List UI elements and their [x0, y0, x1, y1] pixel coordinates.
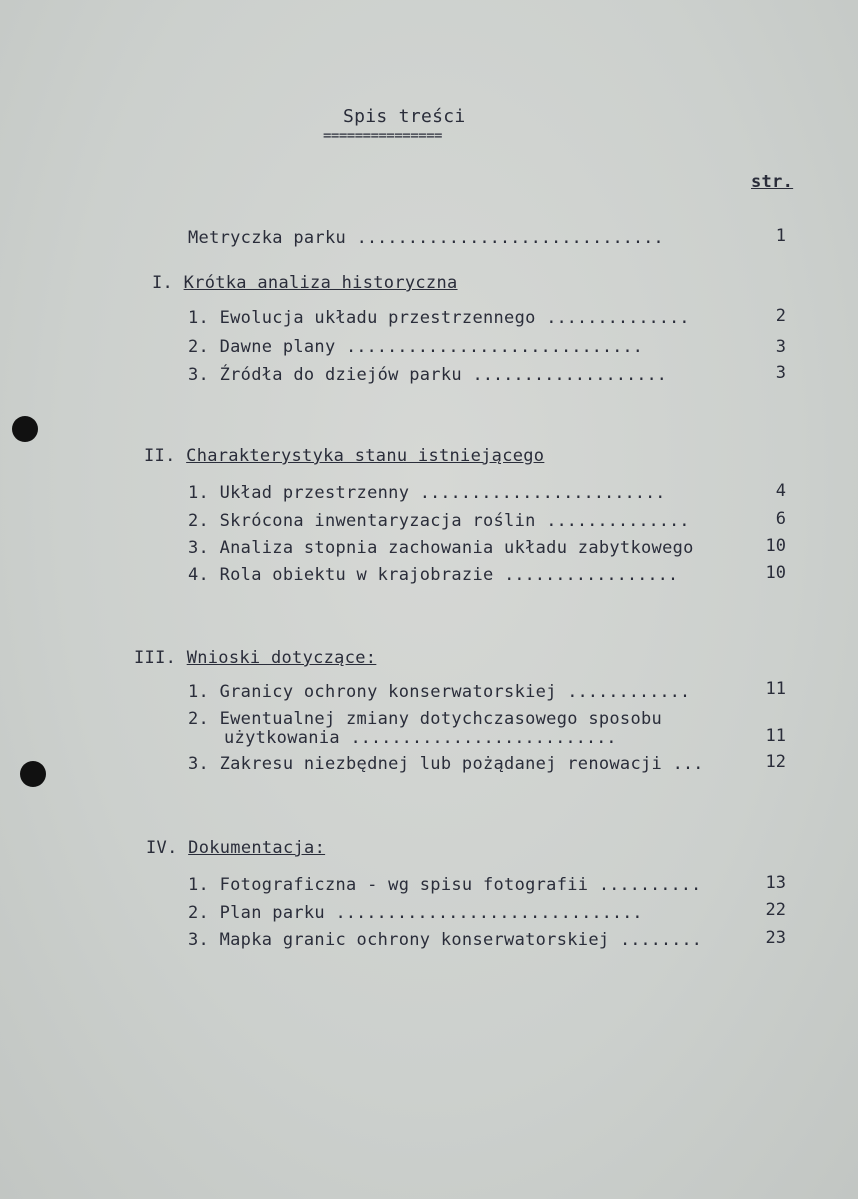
section-title: Wnioski dotyczące:	[186, 648, 377, 668]
toc-leader-dots: ...................	[472, 365, 667, 385]
section-title: Dokumentacja:	[188, 838, 326, 858]
toc-leader-dots: ...	[672, 754, 704, 774]
section-title: Charakterystyka stanu istniejącego	[186, 446, 545, 466]
page-title: Spis treści	[343, 106, 466, 127]
toc-page-number: 3	[775, 337, 786, 357]
toc-entry	[188, 308, 690, 328]
toc-entry-label: 1. Granicy ochrony konserwatorskiej	[188, 682, 557, 702]
section-heading-iv	[146, 838, 325, 858]
toc-entry	[188, 511, 690, 531]
toc-leader-dots: ..........................	[350, 728, 617, 748]
toc-entry	[188, 903, 643, 923]
punch-hole-top	[12, 416, 38, 442]
toc-leader-dots: ..............	[546, 511, 690, 531]
toc-entry	[188, 709, 662, 729]
toc-entry-label: 3. Źródła do dziejów parku	[188, 365, 462, 385]
toc-entry-label: 2. Skrócona inwentaryzacja roślin	[188, 511, 536, 531]
toc-entry-label-continued: użytkowania	[224, 728, 340, 748]
toc-entry-label: 2. Dawne plany	[188, 337, 336, 357]
toc-entry	[188, 365, 667, 385]
toc-page-number: 4	[775, 481, 786, 501]
toc-page-number: 13	[765, 873, 786, 893]
toc-entry-continuation	[224, 728, 617, 748]
toc-entry-label: 2. Ewentualnej zmiany dotychczasowego sposobu	[188, 709, 663, 729]
section-numeral: II.	[144, 446, 176, 466]
toc-leader-dots: ..............................	[335, 903, 643, 923]
toc-entry	[188, 682, 690, 702]
toc-entry-label: 3. Mapka granic ochrony konserwatorskiej	[188, 930, 610, 950]
section-heading-i	[152, 273, 458, 293]
toc-page-number: 1	[775, 226, 786, 246]
toc-page-number: 11	[765, 726, 786, 746]
toc-page-number: 10	[765, 563, 786, 583]
toc-entry-metryczka	[188, 228, 664, 248]
section-title: Krótka analiza historyczna	[183, 273, 458, 293]
toc-entry	[188, 930, 702, 950]
page-column-header: str.	[751, 172, 794, 192]
toc-leader-dots: ........	[619, 930, 702, 950]
toc-page-number: 22	[765, 900, 786, 920]
toc-leader-dots: .................	[504, 565, 679, 585]
toc-leader-dots: ..............	[546, 308, 690, 328]
toc-page-number: 23	[765, 928, 786, 948]
toc-page-number: 2	[775, 306, 786, 326]
toc-page-number: 3	[775, 363, 786, 383]
toc-entry-label: 3. Analiza stopnia zachowania układu zabytkowego	[188, 538, 694, 558]
section-numeral: I.	[152, 273, 174, 293]
toc-entry-label: Metryczka parku	[188, 228, 347, 248]
toc-leader-dots: .............................	[346, 337, 643, 357]
toc-page-number: 10	[765, 536, 786, 556]
punch-hole-bottom	[20, 761, 46, 787]
toc-page-number: 6	[775, 509, 786, 529]
toc-entry	[188, 337, 643, 357]
toc-leader-dots: ..........	[598, 875, 702, 895]
toc-entry	[188, 565, 678, 585]
toc-leader-dots: ..............................	[356, 228, 664, 248]
title-underline-rule: ===============	[323, 128, 442, 144]
section-heading-ii	[144, 446, 544, 466]
toc-entry	[188, 754, 703, 774]
section-numeral: III.	[134, 648, 177, 668]
section-numeral: IV.	[146, 838, 178, 858]
toc-leader-dots: ............	[567, 682, 691, 702]
toc-entry-label: 1. Układ przestrzenny	[188, 483, 410, 503]
toc-entry-label: 1. Fotograficzna - wg spisu fotografii	[188, 875, 589, 895]
toc-entry-label: 1. Ewolucja układu przestrzennego	[188, 308, 536, 328]
toc-entry	[188, 538, 694, 558]
toc-leader-dots: ........................	[419, 483, 666, 503]
toc-entry	[188, 875, 701, 895]
toc-entry	[188, 483, 665, 503]
toc-entry-label: 4. Rola obiektu w krajobrazie	[188, 565, 494, 585]
toc-entry-label: 2. Plan parku	[188, 903, 325, 923]
toc-page-number: 12	[765, 752, 786, 772]
toc-entry-label: 3. Zakresu niezbędnej lub pożądanej renowacji	[188, 754, 663, 774]
toc-page-number: 11	[765, 679, 786, 699]
section-heading-iii	[134, 648, 376, 668]
